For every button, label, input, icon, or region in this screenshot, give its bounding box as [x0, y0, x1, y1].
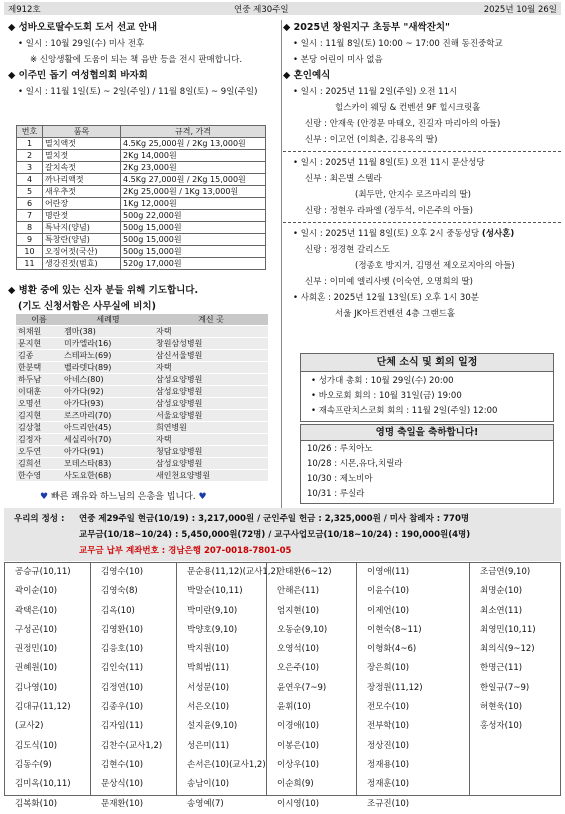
table-row — [16, 470, 268, 482]
table-cell: 세실리아(70) — [62, 434, 154, 446]
table-cell: 새우추젓 — [43, 186, 121, 198]
table-cell: 김정자 — [16, 434, 62, 446]
table-cell: 500g 15,000원 — [121, 246, 266, 258]
table-cell: 오두연 — [16, 446, 62, 458]
section-title: ◆ 병환 중에 있는 신자 분들 위해 기도합니다. — [8, 285, 199, 296]
feast-item: 10/30 : 제노비아 — [307, 474, 373, 484]
table-cell: 모데스타(83) — [62, 458, 154, 470]
donor-name: 김인숙(11) — [101, 663, 144, 674]
donor-name: 성은미(11) — [187, 740, 230, 751]
notice-line: • 본당 어린이 미사 없음 — [293, 55, 383, 65]
table-cell: 김지현 — [16, 410, 62, 422]
finance-account: 교무금 납부 계좌번호 : 경남은행 207-0018-7801-05 — [79, 546, 292, 556]
table-cell: 7 — [17, 210, 43, 222]
table-cell: 청담요양병원 — [154, 446, 268, 458]
section-title: ◆ 성바오로딸수도회 도서 선교 안내 — [8, 22, 158, 33]
column-divider — [281, 20, 282, 508]
table-cell: 까나리액젓 — [43, 174, 121, 186]
donor-name: 곽택은(10) — [15, 605, 58, 616]
donor-name: 권혜원(10) — [15, 663, 58, 674]
prayer-footer: ♥ 빠른 쾌유와 하느님의 은총을 빕니다. ♥ — [40, 492, 207, 502]
table-row — [17, 246, 266, 258]
donor-name: 이형화(4~6) — [367, 644, 417, 655]
table-row — [16, 326, 268, 338]
donor-name: 전모수(10) — [367, 702, 410, 713]
wedding-groom: 신랑 : 안재욱 (안경문 마태오, 진길자 마리아의 아들) — [305, 119, 501, 129]
table-cell: 오명선 — [16, 398, 62, 410]
donor-name: 김자임(11) — [101, 721, 144, 732]
table-cell: 사도요한(68) — [62, 470, 154, 482]
table-cell: 500g 15,000원 — [121, 234, 266, 246]
donor-name: 윤휘(10) — [277, 702, 311, 713]
donor-name: 엄지현(10) — [277, 605, 320, 616]
table-cell: 5 — [17, 186, 43, 198]
donor-name: 이시영(10) — [277, 798, 320, 809]
table-cell: 서울요양병원 — [154, 410, 268, 422]
feast-list — [301, 441, 553, 503]
table-cell: 미카엘라(16) — [62, 338, 154, 350]
donor-name: 서은오(10) — [187, 702, 230, 713]
table-row — [17, 258, 266, 270]
notice-line: • 일시 : 11월 1일(토) ~ 2일(주일) / 11월 8일(토) ~ 9일(주일) — [18, 87, 258, 97]
donor-name: 최소연(11) — [480, 605, 523, 616]
table-cell: 생강진젓(범효) — [43, 258, 121, 270]
donor-name: 홍성자(10) — [480, 721, 523, 732]
table-cell: 아가다(93) — [62, 398, 154, 410]
meeting-text: 성가대 총회 : 10월 29일(수) 20:00 — [318, 376, 454, 386]
donor-name: 박희범(11) — [187, 663, 230, 674]
donor-name: 송남이(10) — [187, 779, 230, 790]
divider — [283, 151, 561, 152]
table-cell: 2Kg 23,000원 — [121, 162, 266, 174]
table-cell: 김상철 — [16, 422, 62, 434]
meeting-item: • 성가대 총회 : 10월 29일(수) 20:00 — [311, 376, 454, 386]
donor-name: (교사2) — [15, 721, 44, 732]
table-cell: 4 — [17, 174, 43, 186]
table-cell: 아드리안(45) — [62, 422, 154, 434]
wedding-reception-place: 서울 JK아트컨벤션 4층 그랜드홀 — [335, 309, 456, 319]
donor-name: 설지윤(9,10) — [187, 721, 238, 732]
table-cell: 벨라뎃다(89) — [62, 362, 154, 374]
donor-name: 손서은(10)(교사1,2) — [187, 759, 266, 770]
table-cell: 2Kg 14,000원 — [121, 150, 266, 162]
donor-name: 이경애(10) — [277, 721, 320, 732]
table-row — [16, 362, 268, 374]
donor-name: 이영애(11) — [367, 567, 410, 577]
meeting-text: 재속프란치스코회 회의 : 11월 2일(주일) 12:00 — [318, 406, 498, 416]
donor-name: 김정연(10) — [101, 682, 144, 693]
donor-name: 박미란(9,10) — [187, 605, 238, 616]
table-cell: 1Kg 12,000원 — [121, 198, 266, 210]
donor-name: 김나영(10) — [15, 682, 58, 693]
donor-name: 김도식(10) — [15, 740, 58, 751]
donor-name: 박양호(9,10) — [187, 624, 238, 635]
wedding-groom: 신랑 : 정현우 라파엘 (정두석, 이은주의 아들) — [305, 206, 473, 216]
notice-line: • 일시 : 11월 8일(토) 10:00 ~ 17:00 진해 동진중학교 — [293, 39, 503, 49]
wedding-bride: 신부 : 최은별 스텔라 — [305, 174, 382, 184]
donor-name: 정재훈(10) — [367, 779, 410, 790]
donor-name: 허현욱(10) — [480, 702, 523, 713]
feast-box — [300, 424, 554, 504]
donor-name: 장정원(11,12) — [367, 682, 423, 693]
feast-title: 영명 축일을 축하합니다! — [301, 425, 553, 441]
table-cell: 김희선 — [16, 458, 62, 470]
table-row — [16, 398, 268, 410]
finance-panel — [4, 508, 561, 561]
issue-date: 2025년 10월 26일 — [483, 5, 557, 15]
table-cell: 한수영 — [16, 470, 62, 482]
table-cell: 특낙지(양념) — [43, 222, 121, 234]
donor-name: 이윤수(10) — [367, 586, 410, 597]
table-row — [17, 198, 266, 210]
issue-number: 제912호 — [8, 5, 41, 15]
meetings-box — [300, 353, 554, 422]
table-row — [16, 374, 268, 386]
names-column — [357, 563, 470, 809]
table-cell: 허채원 — [16, 326, 62, 338]
section-title: ◆ 혼인예식 — [283, 70, 331, 81]
table-cell: 자택 — [154, 434, 268, 446]
donor-name: 문재환(10) — [101, 798, 144, 809]
table-header: 계신 곳 — [154, 314, 268, 326]
table-cell: 2 — [17, 150, 43, 162]
donor-name: 윤연우(7~9) — [277, 682, 327, 693]
donor-name: 김미옥(10,11) — [15, 779, 71, 790]
sick-rows — [16, 326, 268, 482]
donor-name: 김찬수(교사1,2) — [101, 740, 163, 751]
table-cell: 10 — [17, 246, 43, 258]
table-row — [16, 422, 268, 434]
table-header-row — [17, 126, 266, 138]
wedding-groom-parents: (정종호 방지거, 김명선 제오로지아의 아들) — [355, 261, 515, 271]
donor-name: 한일규(7~9) — [480, 682, 530, 693]
table-cell: 500g 22,000원 — [121, 210, 266, 222]
divider — [283, 222, 561, 223]
heart-icon: ♥ — [40, 492, 49, 502]
finance-label: 우리의 정성 : — [14, 514, 65, 524]
table-header-row — [16, 314, 268, 326]
names-column — [470, 563, 562, 795]
donor-name: 김동수(9) — [15, 759, 52, 770]
donor-name: 박말순(10,11) — [187, 586, 243, 597]
feast-item: 10/26 : 루치아노 — [307, 444, 373, 454]
donor-name: 오은주(10) — [277, 663, 320, 674]
wedding-groom: 신랑 : 정경현 갈리스도 — [305, 245, 390, 255]
table-cell: 멸치젓 — [43, 150, 121, 162]
table-cell: 4.5Kg 25,000원 / 2Kg 13,000원 — [121, 138, 266, 150]
donor-name: 김영수(10) — [101, 567, 144, 577]
feast-item: 10/31 : 루실라 — [307, 489, 365, 499]
meeting-text: 바오로회 회의 : 10월 31일(금) 19:00 — [318, 391, 462, 401]
donor-name: 정재용(10) — [367, 759, 410, 770]
heart-icon: ♥ — [198, 492, 207, 502]
table-cell: 하두남 — [16, 374, 62, 386]
names-column — [91, 563, 177, 809]
table-cell: 8 — [17, 222, 43, 234]
wedding-time: • 일시 : 2025년 11월 2일(주일) 오전 11시 — [293, 87, 458, 97]
table-header: 규격, 가격 — [121, 126, 266, 138]
donor-name: 김영환(10) — [101, 624, 144, 635]
meeting-item: • 바오로회 회의 : 10월 31일(금) 19:00 — [311, 391, 462, 401]
meetings-title: 단체 소식 및 회의 일정 — [301, 354, 553, 372]
table-cell: 삼성요양병원 — [154, 386, 268, 398]
donor-name: 안태환(6~12) — [277, 567, 332, 577]
table-row — [17, 186, 266, 198]
names-column — [267, 563, 357, 809]
section-title: ◆ 2025년 창원지구 초등부 "새싹잔치" — [283, 22, 451, 33]
table-cell: 갈치속젓 — [43, 162, 121, 174]
donor-name: 이순희(9) — [277, 779, 314, 790]
donor-name: 최의식(9~12) — [480, 644, 535, 655]
table-cell: 명란젓 — [43, 210, 121, 222]
table-row — [16, 410, 268, 422]
donor-name: 이현숙(8~11) — [367, 624, 422, 635]
table-row — [17, 150, 266, 162]
wedding-bride: 신부 : 이미예 엘리사벳 (이숙연, 오명희의 딸) — [305, 277, 473, 287]
liturgical-week: 연중 제30주일 — [234, 5, 289, 15]
table-cell: 삼신서울병원 — [154, 350, 268, 362]
donor-name: 김종우(10) — [101, 702, 144, 713]
section-subtitle: (기도 신청서함은 사무실에 비치) — [18, 301, 156, 312]
donor-name: 김현수(10) — [101, 759, 144, 770]
sick-list-table — [16, 314, 268, 482]
donor-names-grid — [4, 562, 561, 809]
names-column — [177, 563, 280, 809]
wedding-place: 힐스카이 웨딩 & 컨벤션 9F 힐시크릿홀 — [335, 103, 481, 113]
notice-line: ※ 신앙생활에 도움이 되는 책 음반 등을 전시 판매합니다. — [30, 55, 243, 65]
table-header: 이름 — [16, 314, 62, 326]
meetings-list — [301, 372, 553, 421]
table-cell: 희연병원 — [154, 422, 268, 434]
donor-name: 박지원(10) — [187, 644, 230, 655]
table-row — [17, 174, 266, 186]
table-cell: 삼성요양병원 — [154, 398, 268, 410]
bazaar-rows — [17, 138, 266, 270]
donor-name: 문상식(10) — [101, 779, 144, 790]
feast-item: 10/28 : 시몬,유다,치릴라 — [307, 459, 403, 469]
table-cell: 로즈마리(70) — [62, 410, 154, 422]
table-cell: 특창란(양념) — [43, 234, 121, 246]
donor-name: 서성문(10) — [187, 682, 230, 693]
donor-name: 곽이순(10) — [15, 586, 58, 597]
table-row — [16, 434, 268, 446]
table-cell: 자택 — [154, 326, 268, 338]
bazaar-table — [16, 125, 266, 270]
names-column — [5, 563, 91, 809]
table-cell: 자택 — [154, 362, 268, 374]
table-cell: 스테파노(69) — [62, 350, 154, 362]
donor-name: 김영숙(8) — [101, 586, 138, 597]
table-cell: 새인천요양병원 — [154, 470, 268, 482]
wedding-bride: 신부 : 이고언 (이희춘, 김용옥의 딸) — [305, 135, 438, 145]
donor-name: 조금연(9,10) — [480, 567, 531, 577]
table-header: 번호 — [17, 126, 43, 138]
donor-name: 한명근(11) — [480, 663, 523, 674]
table-row — [16, 350, 268, 362]
table-row — [16, 338, 268, 350]
meeting-item: • 재속프란치스코회 회의 : 11월 2일(주일) 12:00 — [311, 406, 498, 416]
table-row — [16, 386, 268, 398]
table-cell: 삼성요양병원 — [154, 458, 268, 470]
donor-name: 최영민(10,11) — [480, 624, 536, 635]
donor-name: 김옥(10) — [101, 605, 135, 616]
table-cell: 김종 — [16, 350, 62, 362]
table-cell: 이대훈 — [16, 386, 62, 398]
donor-name: 오동순(9,10) — [277, 624, 328, 635]
table-row — [17, 234, 266, 246]
donor-name: 권정민(10) — [15, 644, 58, 655]
donor-name: 김응호(10) — [101, 644, 144, 655]
left-column — [8, 20, 278, 100]
table-cell: 아가다(91) — [62, 446, 154, 458]
table-cell: 아네스(80) — [62, 374, 154, 386]
donor-name: 이제언(10) — [367, 605, 410, 616]
table-cell: 3 — [17, 162, 43, 174]
table-cell: 젬마(38) — [62, 326, 154, 338]
table-row — [16, 446, 268, 458]
donor-name: 송영예(7) — [187, 798, 224, 809]
table-row — [17, 162, 266, 174]
wedding-time: • 일시 : 2025년 11월 8일(토) 오전 11시 문산성당 — [293, 158, 485, 168]
table-cell: 520g 17,000원 — [121, 258, 266, 270]
right-column — [283, 20, 561, 322]
header-bar — [4, 2, 561, 15]
donor-name: 전부학(10) — [367, 721, 410, 732]
donor-name: 공승규(10,11) — [15, 567, 71, 577]
donor-name: 문순용(11,12)(교사1,2) — [187, 567, 280, 577]
donor-name: 안해은(11) — [277, 586, 320, 597]
wedding-reception: • 사회혼 : 2025년 12월 13일(토) 오후 1시 30분 — [293, 293, 479, 303]
donor-name: 이상우(10) — [277, 759, 320, 770]
donor-name: 조규진(10) — [367, 798, 410, 809]
table-cell: 11 — [17, 258, 43, 270]
table-cell: 4.5Kg 27,000원 / 2Kg 15,000원 — [121, 174, 266, 186]
table-cell: 멸치액젓 — [43, 138, 121, 150]
finance-offering: 연중 제29주일 현금(10/19) : 3,217,000원 / 군인주일 헌금 : 2,325,000원 / 미사 참례자 : 770명 — [79, 514, 470, 524]
table-header: 세례명 — [62, 314, 154, 326]
table-row — [17, 210, 266, 222]
donor-name: 이봉은(10) — [277, 740, 320, 751]
table-cell: 1 — [17, 138, 43, 150]
finance-dues: 교무금(10/18~10/24) : 5,450,000원(72명) / 교구사업모금(10/18~10/24) : 190,000원(4명) — [79, 530, 471, 540]
donor-name: 김대규(11,12) — [15, 702, 71, 713]
table-cell: 오징어젓(국산) — [43, 246, 121, 258]
table-cell: 2Kg 25,000원 / 1Kg 13,000원 — [121, 186, 266, 198]
donor-name: 김복화(10) — [15, 798, 58, 809]
table-cell: 어란장 — [43, 198, 121, 210]
table-cell: 9 — [17, 234, 43, 246]
table-cell: 창원삼성병원 — [154, 338, 268, 350]
table-cell: 500g 15,000원 — [121, 222, 266, 234]
table-cell: 문지현 — [16, 338, 62, 350]
table-row — [16, 458, 268, 470]
table-row — [17, 138, 266, 150]
table-header: 품목 — [43, 126, 121, 138]
wedding-bride-parents: (최두만, 안지수 로즈마리의 딸) — [355, 190, 471, 200]
table-cell: 아가다(92) — [62, 386, 154, 398]
table-cell: 한분택 — [16, 362, 62, 374]
table-cell: 6 — [17, 198, 43, 210]
donor-name: 구성곤(10) — [15, 624, 58, 635]
donor-name: 오영석(10) — [277, 644, 320, 655]
table-cell: 삼성요양병원 — [154, 374, 268, 386]
donor-name: 최명순(10) — [480, 586, 523, 597]
notice-line: • 일시 : 10월 29일(수) 미사 전후 — [18, 39, 145, 49]
donor-name: 정상진(10) — [367, 740, 410, 751]
wedding-time: • 일시 : 2025년 11월 8일(토) 오후 2시 중동성당 (성사혼) — [293, 229, 515, 239]
donor-name: 장은희(10) — [367, 663, 410, 674]
table-row — [17, 222, 266, 234]
prayer-section — [8, 283, 278, 315]
section-title: ◆ 이주민 돕기 여성협의회 바자회 — [8, 70, 148, 81]
